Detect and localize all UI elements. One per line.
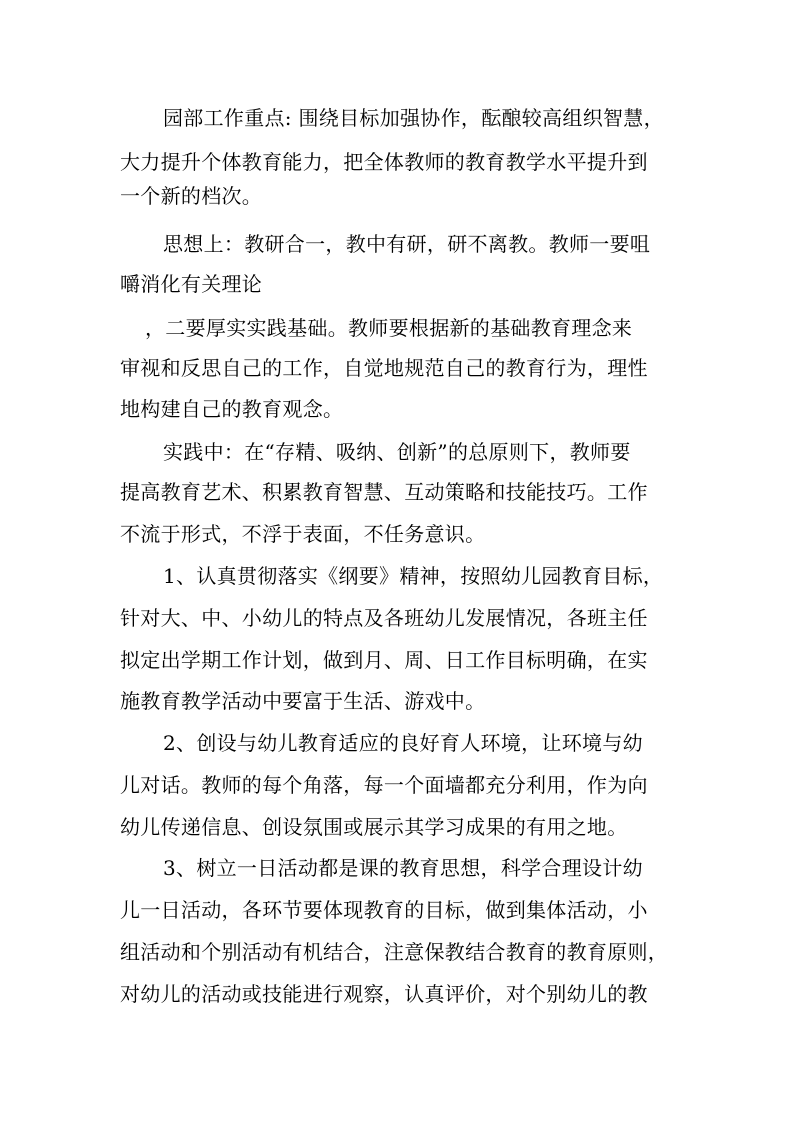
paragraph-line: 3、树立一日活动都是课的教育思想，科学合理设计幼 bbox=[163, 856, 643, 880]
paragraph-line: 审视和反思自己的工作，自觉地规范自己的教育行为，理性 bbox=[120, 356, 648, 380]
paragraph-line: 对幼儿的活动或技能进行观察，认真评价，对个别幼儿的教 bbox=[120, 982, 648, 1006]
paragraph-line: 1、认真贯彻落实《纲要》精神，按照幼儿园教育目标， bbox=[163, 564, 664, 588]
paragraph-line: 思想上：教研合一，教中有研，研不离教。教师一要咀 bbox=[163, 232, 651, 256]
paragraph-line: 施教育教学活动中要富于生活、游戏中。 bbox=[120, 689, 486, 713]
paragraph-line: 组活动和个别活动有机结合，注意保教结合教育的教育原则， bbox=[120, 940, 669, 964]
paragraph-line: 不流于形式，不浮于表面，不任务意识。 bbox=[120, 522, 486, 546]
paragraph-line: 儿一日活动，各环节要体现教育的目标，做到集体活动，小 bbox=[120, 898, 648, 922]
paragraph-line: 园部工作重点: 围绕目标加强协作，酝酿较高组织智慧， bbox=[163, 106, 664, 130]
paragraph-line: 实践中：在“存精、吸纳、创新”的总原则下，教师要 bbox=[163, 440, 631, 464]
paragraph-line: 一个新的档次。 bbox=[120, 184, 263, 208]
paragraph-line: 2、创设与幼儿教育适应的良好育人环境，让环境与幼 bbox=[163, 731, 643, 755]
paragraph-line: 儿对话。教师的每个角落，每一个面墙都充分利用，作为向 bbox=[120, 773, 648, 797]
paragraph-line: 大力提升个体教育能力，把全体教师的教育教学水平提升到 bbox=[120, 150, 648, 174]
paragraph-line: ，二要厚实实践基础。教师要根据新的基础教育理念来 bbox=[145, 316, 633, 340]
paragraph-line: 嚼消化有关理论 bbox=[120, 272, 263, 296]
paragraph-line: 地构建自己的教育观念。 bbox=[120, 397, 344, 421]
paragraph-line: 提高教育艺术、积累教育智慧、互动策略和技能技巧。工作 bbox=[120, 480, 648, 504]
paragraph-line: 拟定出学期工作计划，做到月、周、日工作目标明确，在实 bbox=[120, 648, 648, 672]
paragraph-line: 针对大、中、小幼儿的特点及各班幼儿发展情况，各班主任 bbox=[120, 606, 648, 630]
paragraph-line: 幼儿传递信息、创设氛围或展示其学习成果的有用之地。 bbox=[120, 815, 628, 839]
